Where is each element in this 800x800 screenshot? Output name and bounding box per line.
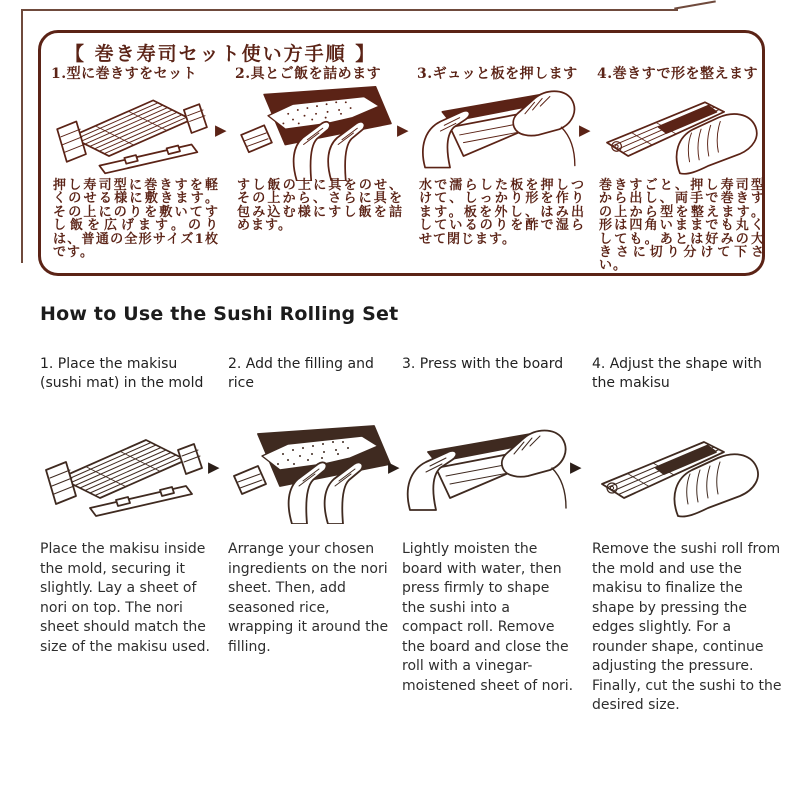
jp-step-3-column [417,33,589,273]
en-step-2-column [228,350,418,730]
en-step-2-heading: 2. Add the filling and rice [228,356,374,391]
jp-step-1-body: 押し寿司型に巻きすを軽くのせる様に敷きます。その上にのりを敷いてすし飯を広げます。のりは、普通の全形サイズ1枚です。 [53,178,219,261]
jp-step-3-heading: 3.ギュッと板を押します [417,66,578,82]
arrow-right-icon: ▶ [388,458,400,476]
english-title: How to Use the Sushi Rolling Set [40,303,399,325]
jp-step-2-column [235,33,407,273]
scan-frame-corner-line [674,0,716,9]
jp-step-4-heading: 4.巻きすで形を整えます [597,66,759,82]
scan-frame-top-line [22,9,678,11]
hands-pressing-board-illustration [402,424,572,524]
hands-adding-filling-illustration [235,85,399,181]
arrow-right-icon: ▶ [215,121,227,139]
jp-step-1-column [51,33,223,273]
hands-adding-filling-illustration [228,424,398,524]
en-step-2-body: Arrange your chosen ingredients on the nori sheet. Then, add seasoned rice, wrapping it around the filling. [228,541,389,655]
en-step-4-body: Remove the sushi roll from the mold and use the makisu to finalize the shape by pressing the edges slightly. For a rounder shape, continue adjusting the pressure. Finally, cut the sushi to the desired size. [592,541,782,713]
en-step-1-body: Place the makisu inside the mold, securing it slightly. Lay a sheet of nori on top. The nori sheet should match the size of the makisu used. [40,541,210,655]
arrow-right-icon: ▶ [397,121,409,139]
mold-with-makisu-illustration [51,85,215,181]
japanese-instructions-box [38,30,765,276]
mold-with-makisu-illustration [40,424,210,524]
jp-step-1-heading: 1.型に巻きすをセット [51,66,198,82]
arrow-right-icon: ▶ [570,458,582,476]
en-step-4-heading: 4. Adjust the shape with the makisu [592,356,762,391]
arrow-right-icon: ▶ [579,121,591,139]
jp-step-3-body: 水で濡らした板を押しつけて、しっかり形を作ります。板を外し、はみ出しているのりを酢で湿らせて閉じます。 [419,178,585,247]
en-step-3-column [402,350,592,730]
japanese-title: 【 巻き寿司セット使い方手順 】 [65,43,377,65]
jp-step-4-body: 巻きすごと、押し寿司型から出し、両手で巻きすの上から型を整えます。形は四角いままでも丸くしても。あとは好みの大きさに切り分けて下さい。 [599,178,765,274]
en-step-1-column [40,350,230,730]
hands-shaping-roll-illustration [592,424,762,524]
en-step-3-heading: 3. Press with the board [402,356,564,372]
en-step-4-column [592,350,782,730]
en-step-3-body: Lightly moisten the board with water, then press firmly to shape the sushi into a compact roll. Remove the board and close the roll with a vinegar-moistened sheet of nori. [402,541,574,694]
hands-shaping-roll-illustration [597,85,761,181]
en-step-1-heading: 1. Place the makisu (sushi mat) in the mold [40,356,204,391]
hands-pressing-board-illustration [417,85,581,181]
jp-step-2-heading: 2.具とご飯を詰めます [235,66,382,82]
scan-frame-left-line [21,9,23,263]
jp-step-2-body: すし飯の上に具をのせ、その上から、さらに具を包み込む様にすし飯を詰めます。 [237,178,403,234]
jp-step-4-column [597,33,769,273]
arrow-right-icon: ▶ [208,458,220,476]
